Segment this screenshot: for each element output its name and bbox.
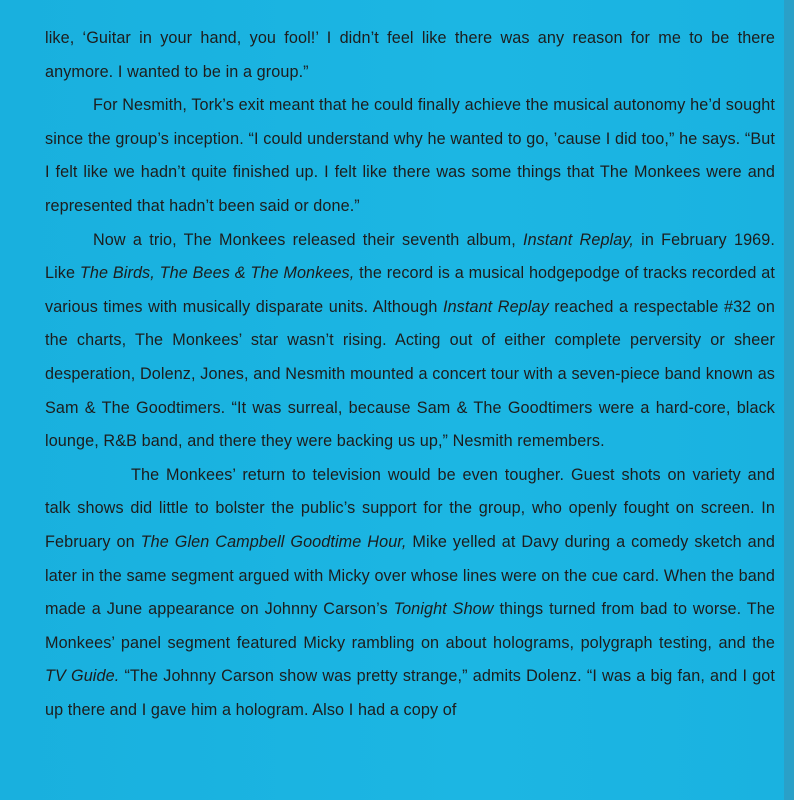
text-segment: like, ‘Guitar in your hand, you fool!’ I didn’t feel like there was any reason for me to be there anymore. I wanted to be in a group.” (45, 29, 775, 81)
paragraph-2 (45, 89, 775, 223)
text-segment: in February 1969. Like (45, 230, 775, 283)
magazine-title-italic: TV Guide. (45, 667, 120, 686)
text-segment: Mike yelled at Davy during a comedy sketch and later in the same segment argued with Micky over whose lines were on the cue card. When the band made a June appearance on Johnny Carson’s (45, 532, 775, 619)
album-title-italic: The Birds, The Bees & The Monkees, (79, 264, 355, 283)
text-segment: the record is a musical hodgepodge of tracks recorded at various times with musically disparate units. Although (45, 264, 775, 316)
text-segment: Now a trio, The Monkees released their seventh album, (93, 230, 524, 249)
paragraph-4 (45, 459, 775, 728)
paragraph-1 (45, 22, 775, 89)
show-title-italic: Tonight Show (393, 600, 494, 619)
text-segment: things turned from bad to worse. The Monkees’ panel segment featured Micky rambling on about holograms, polygraph testing, and the (45, 600, 775, 652)
text-segment: For Nesmith, Tork’s exit meant that he could finally achieve the musical autonomy he’d sought since the group’s inception. “I could understand why he wanted to go, ’cause I did too,” he says. “But I felt like we hadn’t quite finished up. I felt like there was some things that The Monkees were and represented that hadn’t been said or done.” (45, 96, 775, 215)
album-title-italic: Instant Replay, (523, 230, 634, 249)
album-title-italic: Instant Replay (442, 297, 549, 316)
text-segment: The Monkees’ return to television would be even tougher. Guest shots on variety and talk shows did little to bolster the public’s support for the group, who openly fought on screen. In February on (45, 465, 775, 551)
paragraph-3 (45, 224, 775, 459)
show-title-italic: The Glen Campbell Goodtime Hour, (140, 532, 407, 551)
text-segment: “The Johnny Carson show was pretty strange,” admits Dolenz. “I was a big fan, and I got up there and I gave him a hologram. Also I had a copy of (45, 667, 775, 719)
body-text (45, 22, 775, 727)
text-segment: reached a respectable #32 on the charts, The Monkees’ star wasn’t rising. Acting out of either complete perversity or sheer desperation, Dolenz, Jones, and Nesmith mounted a concert tour with a seven-piece band known as Sam & The Goodtimers. “It was surreal, because Sam & The Goodtimers were a hard-core, black lounge, R&B band, and there they were backing us up,” Nesmith remembers. (45, 297, 775, 451)
page-edge (784, 0, 794, 800)
